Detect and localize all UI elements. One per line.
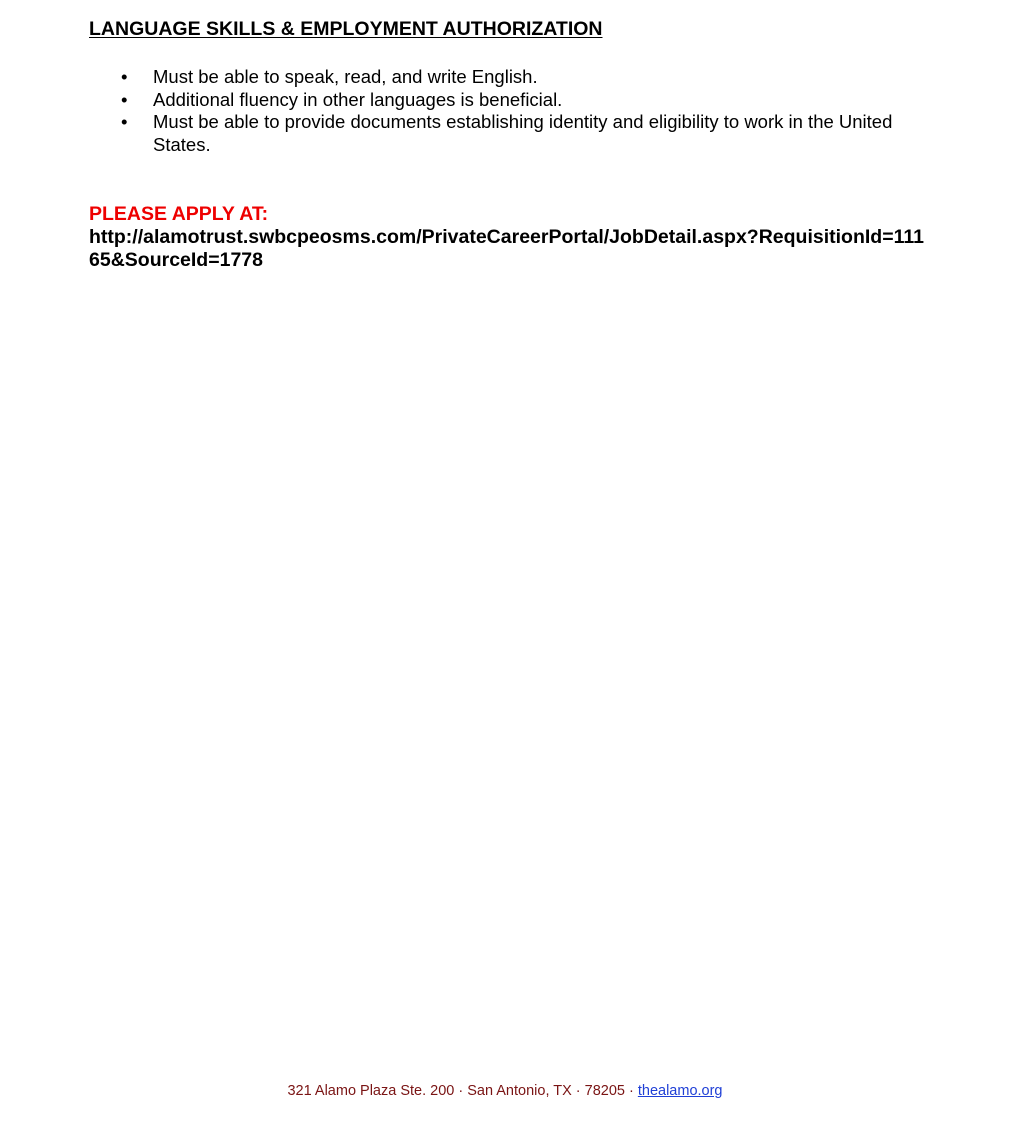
footer-address [0, 1083, 1010, 1099]
list-item-text: Additional fluency in other languages is beneficial. [153, 88, 563, 110]
apply-url: http://alamotrust.swbcpeosms.com/PrivateCareerPortal/JobDetail.aspx?RequisitionId=11165&SourceId=1778 [89, 226, 924, 271]
apply-label: PLEASE APPLY AT: [89, 203, 269, 225]
section-heading: LANGUAGE SKILLS & EMPLOYMENT AUTHORIZATION [89, 18, 603, 40]
list-item [89, 111, 909, 156]
bullet-icon: • [121, 88, 128, 110]
footer-address-text: 321 Alamo Plaza Ste. 200 · San Antonio, TX · 78205 · [287, 1083, 638, 1099]
bullet-icon: • [121, 66, 128, 87]
list-item-text: Must be able to provide documents establishing identity and eligibility to work in the United States. [153, 111, 893, 155]
list-item [89, 89, 909, 112]
list-item-text: Must be able to speak, read, and write English. [153, 66, 538, 87]
list-item [89, 66, 909, 89]
requirements-list [89, 66, 909, 156]
website-link[interactable]: thealamo.org [637, 1083, 723, 1099]
bullet-icon: • [121, 111, 128, 132]
